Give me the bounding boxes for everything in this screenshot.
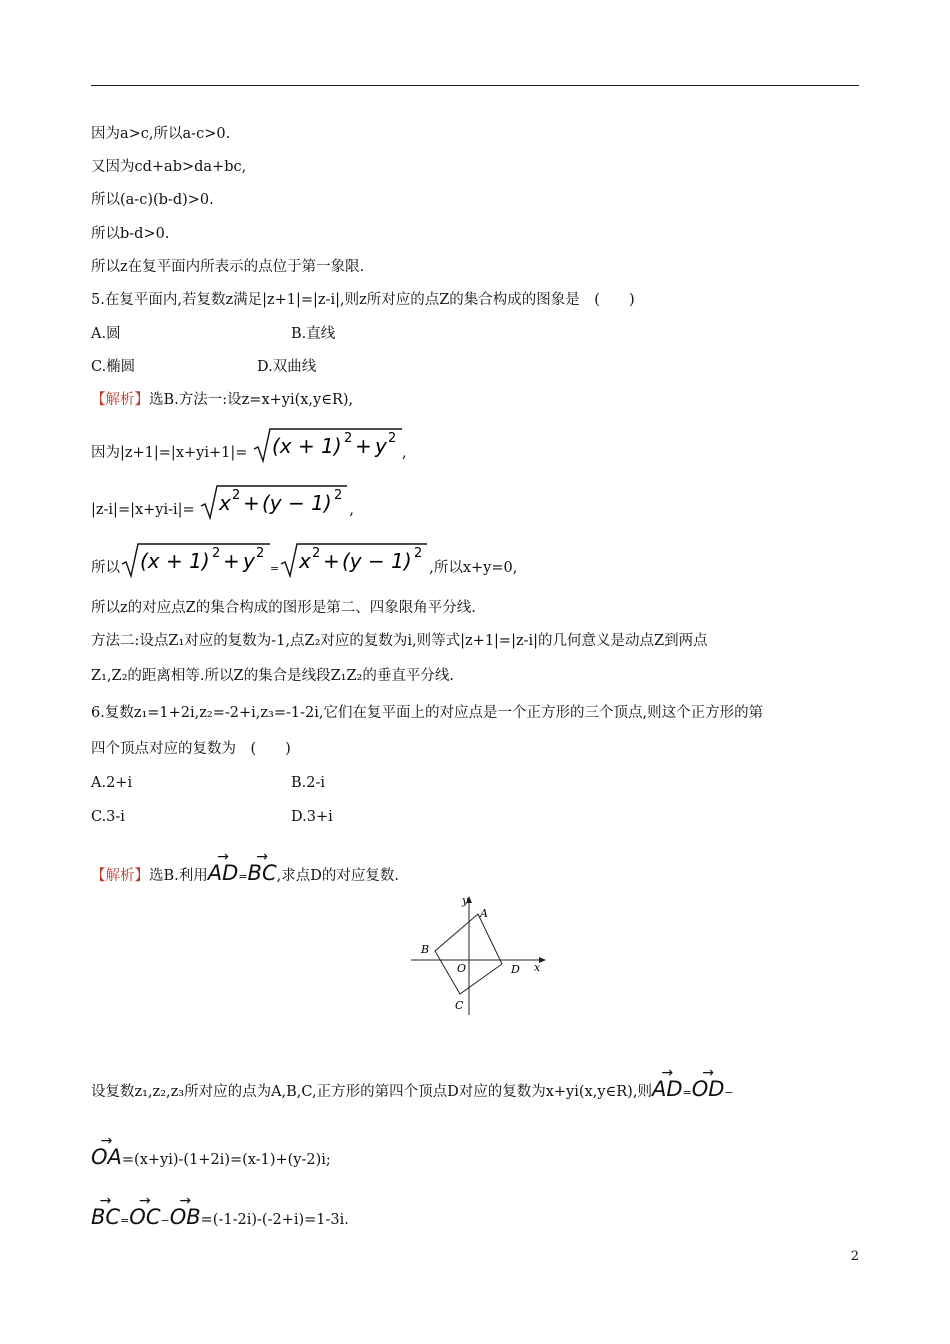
svg-text:+: +: [223, 549, 240, 573]
solution-text: =(-1-2i)-(-2+i)=1-3i.: [200, 1212, 349, 1228]
solution-text: ,求点D的对应复数.: [276, 868, 399, 884]
option-c: C.3-i: [91, 809, 125, 825]
option-a: A.2+i: [91, 775, 133, 791]
solution-text: ,所以x+y=0,: [429, 560, 518, 576]
svg-text:2: 2: [312, 546, 321, 561]
svg-text:2: 2: [232, 488, 241, 503]
axis-label-y: y: [462, 894, 469, 907]
svg-text:2: 2: [414, 546, 423, 561]
vector-BC: → BC: [247, 849, 277, 885]
text-line: 所以z在复平面内所表示的点位于第一象限.: [91, 259, 365, 275]
vector-OB: → OB: [169, 1193, 201, 1229]
svg-text:2: 2: [256, 546, 265, 561]
formula-sqrt-1: [252, 425, 402, 481]
text-line: 所以b-d>0.: [91, 226, 170, 242]
solution-line: [91, 390, 353, 410]
solution-line: 设复数z₁,z₂,z₃所对应的点为A,B,C,正方形的第四个顶点D对应的复数为x+yi(x,y∈R),则 → AD= → OD−: [91, 1072, 734, 1110]
solution-text: 选B.利用: [149, 868, 208, 884]
option-d: D.双曲线: [257, 359, 317, 375]
analysis-tag: 【解析】: [91, 392, 149, 408]
svg-text:2: 2: [334, 488, 343, 503]
question-6-stem: 四个顶点对应的复数为 ( ): [91, 741, 291, 757]
text-line: 因为a>c,所以a-c>0.: [91, 126, 231, 142]
vector-BC: → BC: [91, 1193, 121, 1229]
solution-line: 【解析】选B.利用 → AD= → BC,求点D的对应复数.: [91, 856, 399, 894]
equals-sign: =: [270, 562, 280, 575]
svg-text:2: 2: [212, 546, 221, 561]
question-6-stem: 6.复数z₁=1+2i,z₂=-2+i,z₃=-1-2i,它们在复平面上的对应点是一个正方形的三个顶点,则这个正方形的第: [91, 705, 764, 721]
page-number: 2: [850, 1249, 859, 1264]
formula-sqrt-3: [120, 540, 270, 596]
solution-line: [91, 1133, 331, 1177]
axis-label-x: x: [534, 961, 541, 974]
point-label-d: D: [511, 963, 520, 976]
svg-text:(y − 1): (y − 1): [342, 549, 412, 573]
point-label-a: A: [480, 907, 488, 920]
solution-line: 因为|z+1|=|x+yi+1|= (x + 1) 2 + y 2 ,: [91, 425, 407, 481]
svg-text:x: x: [219, 491, 232, 515]
vector-OD: → OD: [691, 1065, 725, 1101]
svg-text:2: 2: [388, 431, 397, 446]
option-b: B.直线: [291, 326, 336, 342]
svg-text:y: y: [243, 549, 255, 573]
svg-text:y: y: [375, 434, 387, 458]
svg-text:2: 2: [344, 431, 353, 446]
square-figure: [405, 893, 550, 1018]
solution-line: Z₁,Z₂的距离相等.所以Z的集合是线段Z₁Z₂的垂直平分线.: [91, 668, 454, 684]
svg-text:+: +: [323, 549, 340, 573]
option-a: A.圆: [91, 326, 121, 342]
question-5-stem: 5.在复平面内,若复数z满足|z+1|=|z-i|,则z所对应的点Z的集合构成的图象是 ( ): [91, 292, 635, 308]
svg-text:+: +: [243, 491, 261, 515]
header-rule: [91, 85, 859, 86]
solution-line: [91, 540, 517, 596]
formula-sqrt-2: [199, 482, 349, 538]
svg-text:(y − 1): (y − 1): [262, 491, 332, 515]
solution-text: =(x+yi)-(1+2i)=(x-1)+(y-2)i;: [121, 1152, 331, 1168]
solution-text: 设复数z₁,z₂,z₃所对应的点为A,B,C,正方形的第四个顶点D对应的复数为x+yi(x,y∈R),则: [91, 1084, 652, 1100]
vector-OC: → OC: [129, 1193, 161, 1229]
svg-text:+: +: [355, 434, 372, 458]
formula-sqrt-4: [279, 540, 429, 596]
vector-OA: → OA: [91, 1133, 122, 1169]
solution-line: 方法二:设点Z₁对应的复数为-1,点Z₂对应的复数为i,则等式|z+1|=|z-i|的几何意义是动点Z到两点: [91, 633, 708, 649]
analysis-tag: 【解析】: [91, 868, 149, 884]
option-c: C.椭圆: [91, 359, 136, 375]
solution-text: 因为|z+1|=|x+yi+1|=: [91, 445, 248, 461]
vector-AD: → AD: [651, 1065, 683, 1101]
svg-text:(x + 1): (x + 1): [272, 434, 342, 458]
text-line: 又因为cd+ab>da+bc,: [91, 159, 247, 175]
option-b: B.2-i: [291, 775, 326, 791]
svg-text:(x + 1): (x + 1): [140, 549, 210, 573]
solution-line: → BC= → OC− → OB=(-1-2i)-(-2+i)=1-3i.: [91, 1200, 349, 1238]
solution-text: 所以: [91, 560, 120, 576]
point-label-b: B: [421, 943, 430, 956]
svg-text:x: x: [299, 549, 312, 573]
solution-line: 所以z的对应点Z的集合构成的图形是第二、四象限角平分线.: [91, 600, 476, 616]
origin-label: O: [457, 962, 467, 975]
solution-text: |z-i|=|x+yi-i|=: [91, 502, 195, 518]
solution-line: |z-i|=|x+yi-i|= x 2 + (y − 1) 2 ,: [91, 482, 354, 538]
solution-text: 选B.方法一:设z=x+yi(x,y∈R),: [149, 392, 354, 408]
vector-AD: → AD: [207, 849, 239, 885]
option-d: D.3+i: [291, 809, 333, 825]
text-line: 所以(a-c)(b-d)>0.: [91, 192, 214, 208]
point-label-c: C: [455, 999, 464, 1012]
